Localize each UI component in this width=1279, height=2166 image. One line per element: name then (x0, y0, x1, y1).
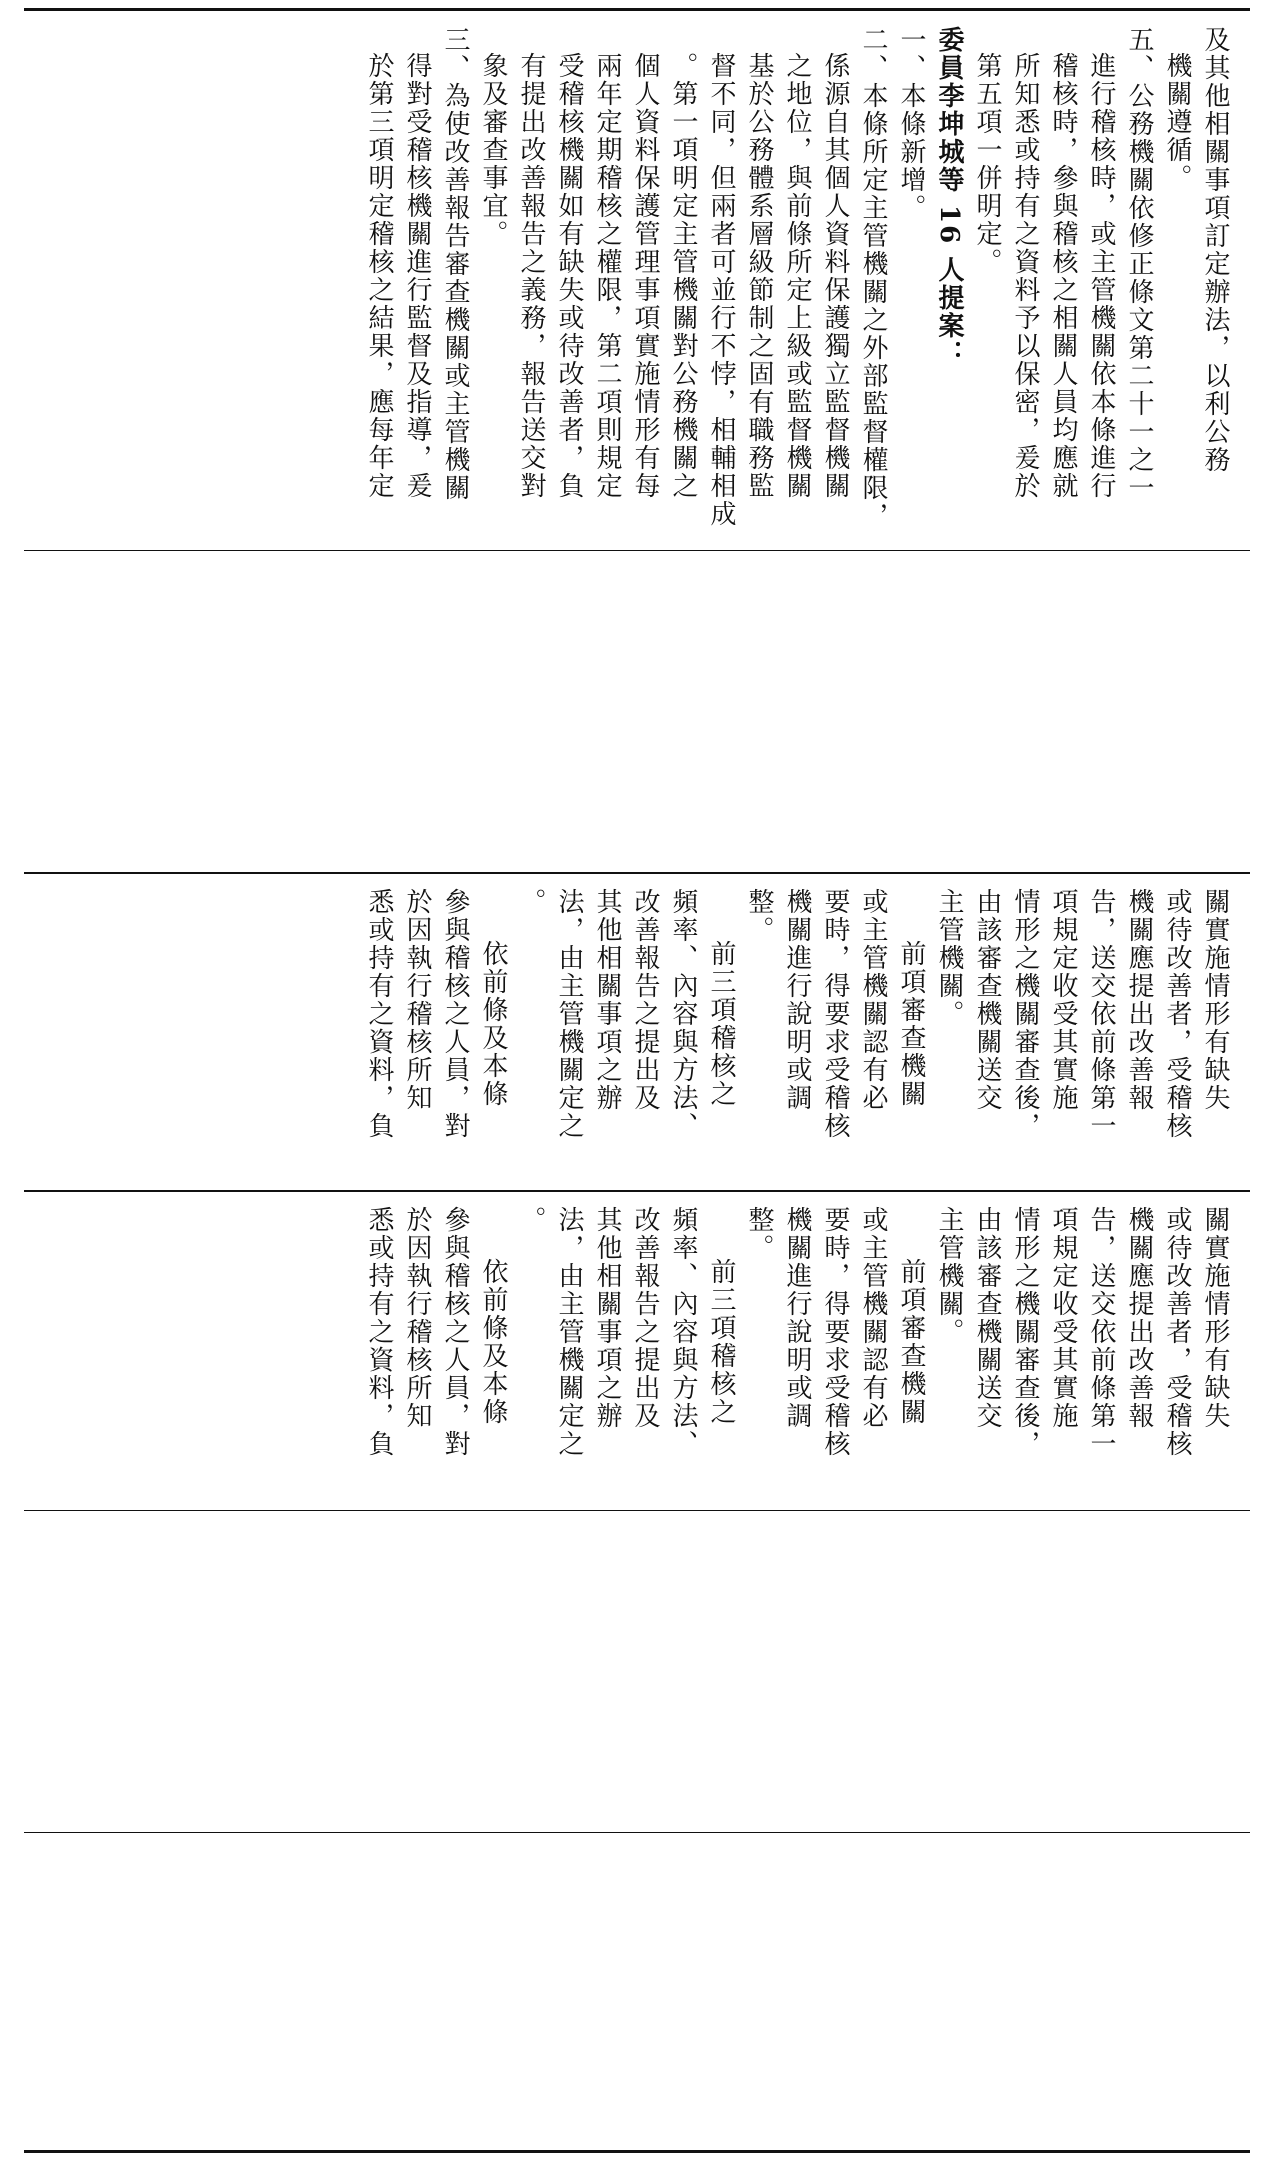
text-line: 機關應提出改善報 (1124, 888, 1154, 1112)
text-line: 前項審查機關 (896, 1258, 926, 1426)
text-line: 於因執行稽核所知 (402, 888, 432, 1112)
text-line: 其他相關事項之辦 (592, 888, 622, 1112)
text-line: 。第一項明定主管機關對公務機關之 (668, 52, 698, 500)
bottom-border (24, 2150, 1250, 2153)
text-line: 或待改善者，受稽核 (1162, 1206, 1192, 1458)
text-line: 前三項稽核之 (706, 940, 736, 1108)
text-line: 象及審查事宜。 (478, 52, 508, 248)
text-line: 改善報告之提出及 (630, 1206, 660, 1430)
band-article-text-b (24, 1192, 1250, 1510)
text-line: 告，送交依前條第一 (1086, 888, 1116, 1140)
text-line: 其他相關事項之辦 (592, 1206, 622, 1430)
text-line: 有提出改善報告之義務，報告送交對 (516, 52, 546, 500)
text-line: 於第三項明定稽核之結果，應每年定 (364, 52, 394, 500)
text-line: 情形之機關審查後， (1010, 1206, 1040, 1458)
text-line: 委員李坤城等 16 人提案： (934, 26, 964, 369)
band-explanation (24, 12, 1250, 550)
text-line: 機關進行說明或調 (782, 1206, 812, 1430)
text-line: 參與稽核之人員，對 (440, 888, 470, 1140)
article-text-a-column (360, 874, 1234, 1190)
explanation-column (360, 12, 1234, 550)
text-line: 悉或持有之資料，負 (364, 1206, 394, 1458)
text-line: 關實施情形有缺失 (1200, 888, 1230, 1112)
text-line: 一、本條新增。 (896, 26, 926, 222)
text-line: 機關進行說明或調 (782, 888, 812, 1112)
text-line: 悉或持有之資料，負 (364, 888, 394, 1140)
text-line: 或主管機關認有必 (858, 888, 888, 1112)
text-line: 告，送交依前條第一 (1086, 1206, 1116, 1458)
text-line: 前項審查機關 (896, 940, 926, 1108)
divider-1 (24, 550, 1250, 551)
text-line: 進行稽核時，或主管機關依本條進行 (1086, 52, 1116, 500)
text-line: 要時，得要求受稽核 (820, 1206, 850, 1458)
text-line: 機關應提出改善報 (1124, 1206, 1154, 1430)
text-line: 所知悉或持有之資料予以保密，爰於 (1010, 52, 1040, 500)
text-line: 得對受稽核機關進行監督及指導，爰 (402, 52, 432, 500)
text-line: 兩年定期稽核之權限，第二項則規定 (592, 52, 622, 500)
text-line: 參與稽核之人員，對 (440, 1206, 470, 1458)
text-line: 依前條及本條 (478, 940, 508, 1108)
text-line: 整。 (744, 888, 774, 944)
text-line: 法，由主管機關定之 (554, 1206, 584, 1458)
text-line: 項規定收受其實施 (1048, 1206, 1078, 1430)
text-line: 。 (516, 888, 546, 916)
text-line: 情形之機關審查後， (1010, 888, 1040, 1140)
divider-4 (24, 1510, 1250, 1511)
text-line: 或待改善者，受稽核 (1162, 888, 1192, 1140)
text-line: 主管機關。 (934, 1206, 964, 1346)
text-line: 個人資料保護管理事項實施情形有每 (630, 52, 660, 500)
text-line: 前三項稽核之 (706, 1258, 736, 1426)
text-line: 要時，得要求受稽核 (820, 888, 850, 1140)
band-article-text-a (24, 874, 1250, 1190)
text-line: 受稽核機關如有缺失或待改善者，負 (554, 52, 584, 500)
text-line: 頻率、內容與方法、 (668, 888, 698, 1140)
text-line: 整。 (744, 1206, 774, 1262)
text-line: 項規定收受其實施 (1048, 888, 1078, 1112)
article-text-b-column (360, 1192, 1234, 1510)
text-line: 頻率、內容與方法、 (668, 1206, 698, 1458)
text-line: 稽核時，參與稽核之相關人員均應就 (1048, 52, 1078, 500)
text-line: 主管機關。 (934, 888, 964, 1028)
text-line: 關實施情形有缺失 (1200, 1206, 1230, 1430)
text-line: 改善報告之提出及 (630, 888, 660, 1112)
divider-5 (24, 1832, 1250, 1833)
text-line: 係源自其個人資料保護獨立監督機關 (820, 52, 850, 500)
text-line: 基於公務體系層級節制之固有職務監 (744, 52, 774, 500)
text-line: 法，由主管機關定之 (554, 888, 584, 1140)
text-line: 於因執行稽核所知 (402, 1206, 432, 1430)
text-line: 三、為使改善報告審查機關或主管機關 (440, 26, 470, 502)
text-line: 由該審查機關送交 (972, 888, 1002, 1112)
text-line: 機關遵循。 (1162, 52, 1192, 192)
text-line: 之地位，與前條所定上級或監督機關 (782, 52, 812, 500)
text-line: 二、本條所定主管機關之外部監督權限， (858, 26, 888, 530)
text-line: 由該審查機關送交 (972, 1206, 1002, 1430)
text-line: 或主管機關認有必 (858, 1206, 888, 1430)
top-border (24, 8, 1250, 11)
text-line: 五、公務機關依修正條文第二十一之一 (1124, 26, 1154, 502)
text-line: 督不同，但兩者可並行不悖，相輔相成 (706, 52, 736, 528)
text-line: 。 (516, 1206, 546, 1234)
text-line: 第五項一併明定。 (972, 52, 1002, 276)
text-line: 依前條及本條 (478, 1258, 508, 1426)
text-line: 及其他相關事項訂定辦法，以利公務 (1200, 26, 1230, 474)
